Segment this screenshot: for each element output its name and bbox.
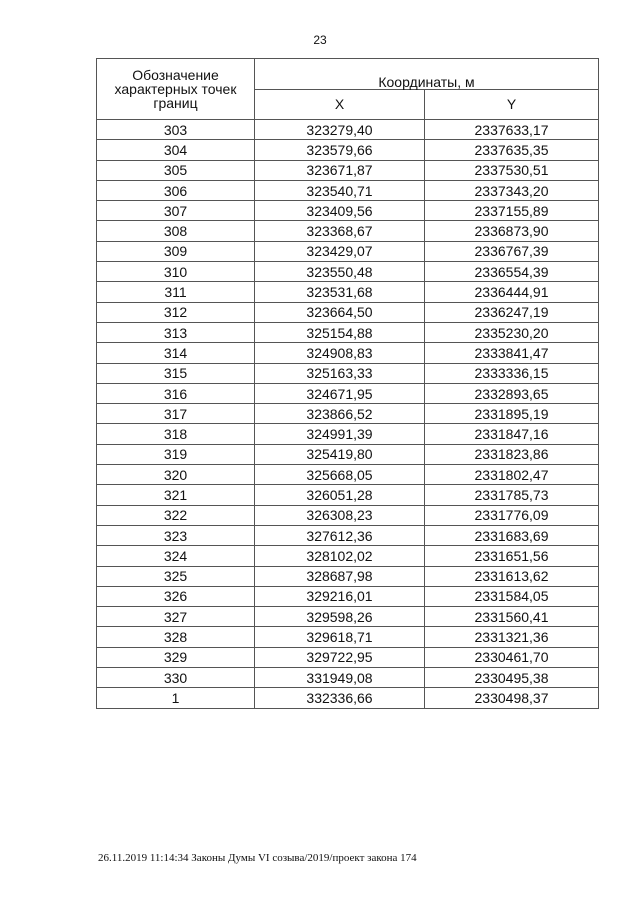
table-row xyxy=(97,627,599,647)
y-coordinate-cell: 2331776,09 xyxy=(425,505,599,525)
table-body xyxy=(97,120,599,709)
point-cell: 304 xyxy=(97,140,255,160)
x-coordinate-cell: 324908,83 xyxy=(255,343,425,363)
point-cell: 321 xyxy=(97,485,255,505)
y-coordinate-cell: 2330495,38 xyxy=(425,668,599,688)
y-coordinate-cell: 2336554,39 xyxy=(425,262,599,282)
x-coordinate-cell: 325154,88 xyxy=(255,322,425,342)
y-coordinate-cell: 2331823,86 xyxy=(425,444,599,464)
point-cell: 324 xyxy=(97,546,255,566)
table-row xyxy=(97,485,599,505)
x-coordinate-cell: 325419,80 xyxy=(255,444,425,464)
point-cell: 323 xyxy=(97,525,255,545)
point-cell: 322 xyxy=(97,505,255,525)
x-coordinate-cell: 325163,33 xyxy=(255,363,425,383)
table-row xyxy=(97,322,599,342)
point-cell: 326 xyxy=(97,586,255,606)
point-cell: 303 xyxy=(97,120,255,140)
table-row xyxy=(97,302,599,322)
x-coordinate-cell: 331949,08 xyxy=(255,668,425,688)
table-row xyxy=(97,647,599,667)
table-row xyxy=(97,668,599,688)
y-coordinate-cell: 2331683,69 xyxy=(425,525,599,545)
table-row xyxy=(97,180,599,200)
point-cell: 316 xyxy=(97,383,255,403)
x-coordinate-cell: 329722,95 xyxy=(255,647,425,667)
x-coordinate-cell: 323531,68 xyxy=(255,282,425,302)
x-coordinate-cell: 323540,71 xyxy=(255,180,425,200)
y-coordinate-cell: 2331651,56 xyxy=(425,546,599,566)
point-cell: 329 xyxy=(97,647,255,667)
point-cell: 312 xyxy=(97,302,255,322)
point-cell: 315 xyxy=(97,363,255,383)
y-coordinate-cell: 2333841,47 xyxy=(425,343,599,363)
y-coordinate-cell: 2331895,19 xyxy=(425,404,599,424)
x-coordinate-cell: 323409,56 xyxy=(255,201,425,221)
x-coordinate-cell: 327612,36 xyxy=(255,525,425,545)
x-coordinate-cell: 323429,07 xyxy=(255,241,425,261)
point-cell: 320 xyxy=(97,465,255,485)
table-row xyxy=(97,404,599,424)
table-row xyxy=(97,586,599,606)
y-coordinate-cell: 2331613,62 xyxy=(425,566,599,586)
y-coordinate-cell: 2337633,17 xyxy=(425,120,599,140)
x-coordinate-cell: 325668,05 xyxy=(255,465,425,485)
y-header: Y xyxy=(425,89,599,120)
x-coordinate-cell: 328102,02 xyxy=(255,546,425,566)
x-coordinate-cell: 328687,98 xyxy=(255,566,425,586)
x-coordinate-cell: 326051,28 xyxy=(255,485,425,505)
x-header: X xyxy=(255,89,425,120)
coordinates-table xyxy=(96,58,599,709)
point-cell: 314 xyxy=(97,343,255,363)
y-coordinate-cell: 2337343,20 xyxy=(425,180,599,200)
y-coordinate-cell: 2330498,37 xyxy=(425,688,599,708)
y-coordinate-cell: 2335230,20 xyxy=(425,322,599,342)
table-row xyxy=(97,525,599,545)
point-cell: 318 xyxy=(97,424,255,444)
y-coordinate-cell: 2331584,05 xyxy=(425,586,599,606)
table-row xyxy=(97,688,599,708)
x-coordinate-cell: 323368,67 xyxy=(255,221,425,241)
y-coordinate-cell: 2331560,41 xyxy=(425,607,599,627)
table-row xyxy=(97,343,599,363)
x-coordinate-cell: 332336,66 xyxy=(255,688,425,708)
point-cell: 327 xyxy=(97,607,255,627)
x-coordinate-cell: 323866,52 xyxy=(255,404,425,424)
table-row xyxy=(97,140,599,160)
table-row xyxy=(97,120,599,140)
table-row xyxy=(97,160,599,180)
point-cell: 313 xyxy=(97,322,255,342)
table-row xyxy=(97,505,599,525)
x-coordinate-cell: 323671,87 xyxy=(255,160,425,180)
y-coordinate-cell: 2336247,19 xyxy=(425,302,599,322)
point-cell: 311 xyxy=(97,282,255,302)
table-header xyxy=(97,59,599,120)
table-row xyxy=(97,546,599,566)
table-row xyxy=(97,363,599,383)
y-coordinate-cell: 2337530,51 xyxy=(425,160,599,180)
x-coordinate-cell: 329618,71 xyxy=(255,627,425,647)
point-cell: 1 xyxy=(97,688,255,708)
point-cell: 310 xyxy=(97,262,255,282)
y-coordinate-cell: 2332893,65 xyxy=(425,383,599,403)
point-cell: 325 xyxy=(97,566,255,586)
y-coordinate-cell: 2336444,91 xyxy=(425,282,599,302)
table-row xyxy=(97,465,599,485)
table-row xyxy=(97,566,599,586)
y-coordinate-cell: 2336873,90 xyxy=(425,221,599,241)
point-cell: 317 xyxy=(97,404,255,424)
point-cell: 307 xyxy=(97,201,255,221)
coordinates-header: Координаты, м xyxy=(255,59,599,90)
y-coordinate-cell: 2331802,47 xyxy=(425,465,599,485)
x-coordinate-cell: 323579,66 xyxy=(255,140,425,160)
y-coordinate-cell: 2337155,89 xyxy=(425,201,599,221)
point-cell: 308 xyxy=(97,221,255,241)
table-row xyxy=(97,607,599,627)
x-coordinate-cell: 329216,01 xyxy=(255,586,425,606)
table-row xyxy=(97,262,599,282)
point-cell: 306 xyxy=(97,180,255,200)
table-row xyxy=(97,241,599,261)
y-coordinate-cell: 2333336,15 xyxy=(425,363,599,383)
document-footer: 26.11.2019 11:14:34 Законы Думы VI созыва/2019/проект закона 174 xyxy=(98,852,417,864)
y-coordinate-cell: 2336767,39 xyxy=(425,241,599,261)
x-coordinate-cell: 323550,48 xyxy=(255,262,425,282)
x-coordinate-cell: 324991,39 xyxy=(255,424,425,444)
x-coordinate-cell: 326308,23 xyxy=(255,505,425,525)
y-coordinate-cell: 2337635,35 xyxy=(425,140,599,160)
x-coordinate-cell: 324671,95 xyxy=(255,383,425,403)
y-coordinate-cell: 2331785,73 xyxy=(425,485,599,505)
y-coordinate-cell: 2331321,36 xyxy=(425,627,599,647)
x-coordinate-cell: 323279,40 xyxy=(255,120,425,140)
table-row xyxy=(97,444,599,464)
x-coordinate-cell: 329598,26 xyxy=(255,607,425,627)
y-coordinate-cell: 2331847,16 xyxy=(425,424,599,444)
x-coordinate-cell: 323664,50 xyxy=(255,302,425,322)
point-cell: 328 xyxy=(97,627,255,647)
point-cell: 309 xyxy=(97,241,255,261)
y-coordinate-cell: 2330461,70 xyxy=(425,647,599,667)
table-row xyxy=(97,282,599,302)
point-cell: 319 xyxy=(97,444,255,464)
table-row xyxy=(97,201,599,221)
table-row xyxy=(97,221,599,241)
page-number: 23 xyxy=(313,33,327,47)
table-row xyxy=(97,424,599,444)
point-cell: 305 xyxy=(97,160,255,180)
point-cell: 330 xyxy=(97,668,255,688)
table-row xyxy=(97,383,599,403)
point-designation-header: Обозначение характерных точек границ xyxy=(97,59,255,120)
